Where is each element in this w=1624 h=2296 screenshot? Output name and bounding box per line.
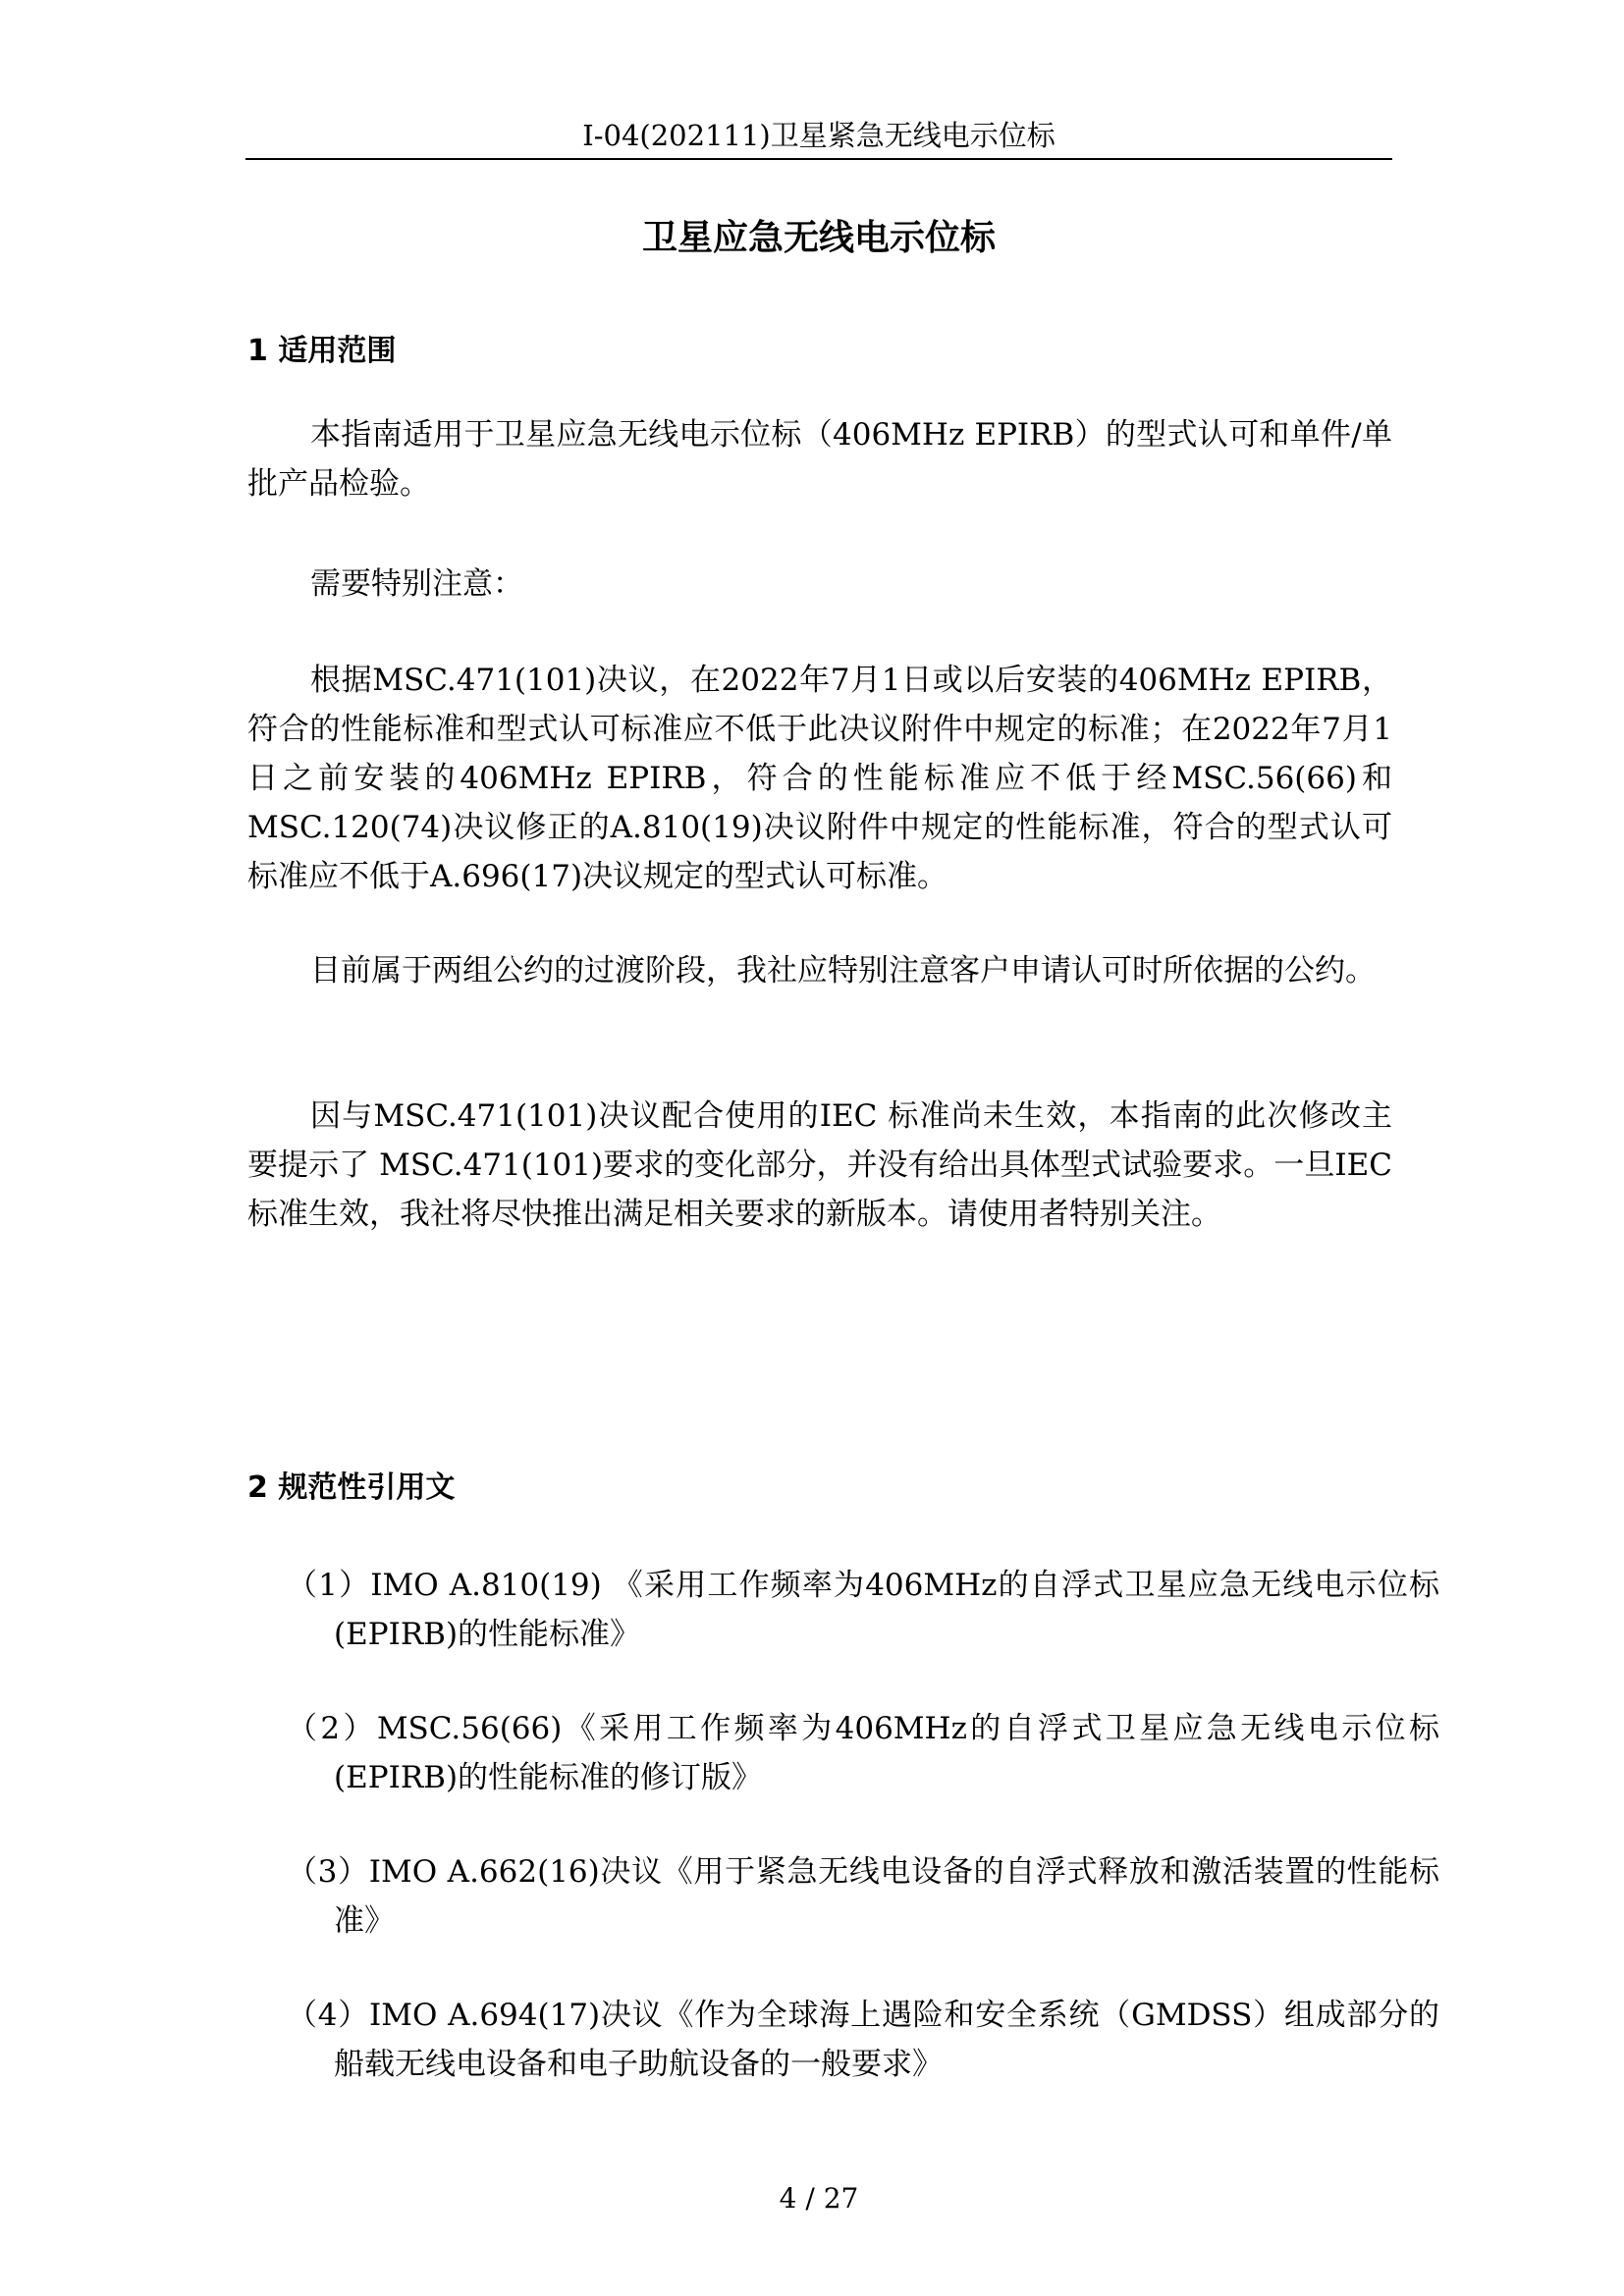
section-1-paragraph-scope: 本指南适用于卫星应急无线电示位标（406MHz EPIRB）的型式认可和单件/单批产品检验。: [247, 417, 1392, 502]
reference-item: （3）IMO A.662(16)决议《用于紧急无线电设备的自浮式释放和激活装置的性能标准》: [287, 1854, 1439, 1939]
page-number: 4 / 27: [779, 2182, 859, 2215]
running-header: I-04(202111)卫星紧急无线电示位标: [582, 119, 1056, 152]
document-title: 卫星应急无线电示位标: [641, 218, 996, 258]
section-2-heading: 2 规范性引用文: [247, 1470, 456, 1505]
reference-item: （4）IMO A.694(17)决议《作为全球海上遇险和安全系统（GMDSS）组成部分的船载无线电设备和电子助航设备的一般要求》: [287, 1998, 1439, 2082]
header-divider: [245, 158, 1392, 160]
reference-item: （2）MSC.56(66)《采用工作频率为406MHz的自浮式卫星应急无线电示位标(EPIRB)的性能标准的修订版》: [287, 1711, 1439, 1795]
section-1-paragraph-note: 需要特别注意：: [310, 566, 523, 602]
section-1-heading: 1 适用范围: [247, 334, 397, 368]
section-1-paragraph-iec: 因与MSC.471(101)决议配合使用的IEC 标准尚未生效，本指南的此次修改主要提示了 MSC.471(101)要求的变化部分，并没有给出具体型式试验要求。一旦IEC标准生效，我社将尽快推出满足相关要求的新版本。请使用者特别关注。: [247, 1098, 1392, 1232]
reference-item: （1）IMO A.810(19) 《采用工作频率为406MHz的自浮式卫星应急无线电示位标(EPIRB)的性能标准》: [287, 1568, 1439, 1652]
section-1-paragraph-transition: 目前属于两组公约的过渡阶段，我社应特别注意客户申请认可时所依据的公约。: [310, 953, 1376, 988]
section-1-paragraph-resolution: 根据MSC.471(101)决议，在2022年7月1日或以后安装的406MHz EPIRB，符合的性能标准和型式认可标准应不低于此决议附件中规定的标准；在2022年7月1日之前安装的406MHz EPIRB，符合的性能标准应不低于经MSC.56(66)和MSC.120(74)决议修正的A.810(19)决议附件中规定的性能标准，符合的型式认可标准应不低于A.696(17)决议规定的型式认可标准。: [247, 663, 1392, 894]
